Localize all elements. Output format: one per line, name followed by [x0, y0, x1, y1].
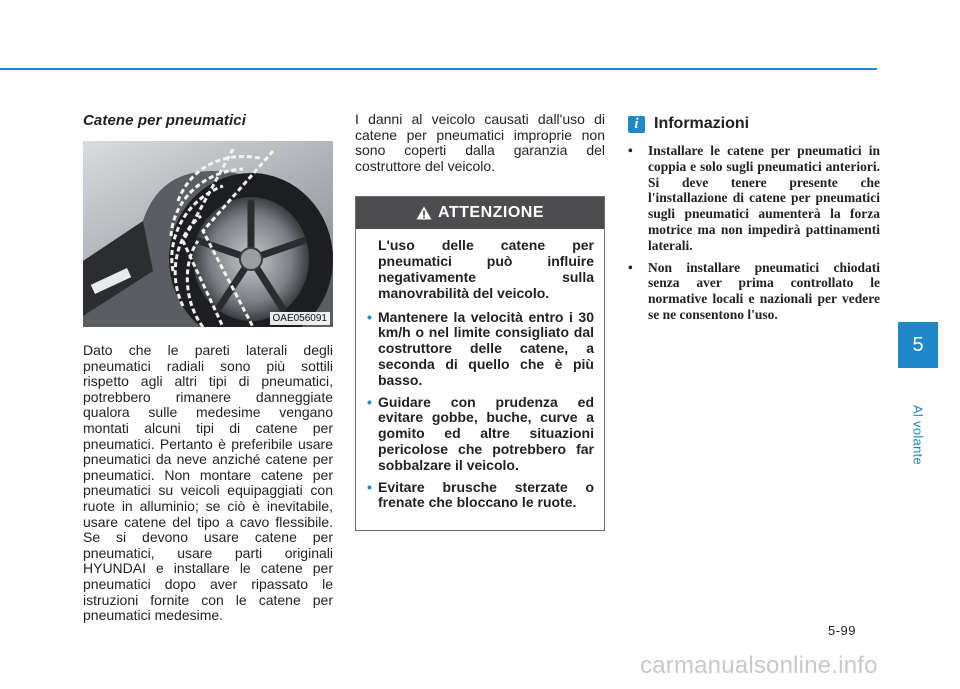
- warning-header: [356, 197, 604, 229]
- info-header: [628, 115, 880, 133]
- chapter-label: Al volante: [910, 404, 926, 466]
- paragraph-warranty: I danni al veicolo causati dall'uso di catene per pneumatici improprie non sono coperti dalla garanzia del costruttore del veicolo.: [355, 111, 605, 174]
- bullet-icon: •: [628, 143, 633, 158]
- bullet-icon: •: [367, 393, 372, 410]
- warning-body: [356, 229, 604, 530]
- warning-item: • Guidare con prudenza ed evitare gobbe, buche, curve a gomito ed altre situazioni pericolose che potrebbero far sobbalzare il veicolo.: [367, 393, 594, 473]
- paragraph-radial-tires: Dato che le pareti laterali degli pneumatici radiali sono più sottili rispetto agli altri tipi di pneumatici, potrebbero rimanere danneggiate qualora sulle medesime vengano montati alcuni tipi di catene per pneumatici. Pertanto è preferibile usare pneumatici da neve anziché catene per pneumatici. Non montare catene per pneumatici su veicoli equipaggiati con ruote in alluminio; se ciò è inevitabile, usare catene del tipo a cavo flessibile. Se si devono usare catene per pneumatici, usare parti originali HYUNDAI e installare le catene per pneumatici dopo aver ripassato le istruzioni fornite con le catene per pneumatici medesime.: [83, 342, 333, 624]
- tire-chain-photo: [83, 141, 333, 327]
- watermark: carmanualsonline.info: [640, 652, 878, 679]
- info-icon: i: [628, 116, 645, 133]
- column-right: [628, 115, 880, 329]
- section-title: Catene per pneumatici: [83, 112, 246, 129]
- bullet-icon: •: [628, 259, 633, 275]
- warning-triangle-icon: [416, 206, 432, 220]
- header-rule: [0, 68, 877, 70]
- column-middle: [355, 112, 605, 531]
- warning-title: ATTENZIONE: [437, 204, 545, 222]
- warning-item: • Evitare brusche sterzate o frenate che bloccano le ruote.: [367, 478, 594, 511]
- tire-chain-illustration: [83, 141, 333, 327]
- warning-list: [367, 308, 594, 512]
- page-number: 5-99: [828, 623, 857, 638]
- info-title: Informazioni: [654, 115, 750, 132]
- column-left: [83, 112, 333, 624]
- bullet-icon: •: [367, 478, 372, 495]
- bullet-icon: •: [367, 308, 372, 325]
- info-list: [628, 143, 880, 323]
- warning-box: [355, 196, 605, 531]
- photo-code: OAE056091: [270, 312, 331, 325]
- warning-item: • Mantenere la velocità entro i 30 km/h o nel limite consigliato dal costruttore delle catene, a seconda di quello che è più basso.: [367, 308, 594, 388]
- info-item: • Non installare pneumatici chiodati senza aver prima controllato le normative locali e nazionali per vedere se ne consentono l'uso.: [628, 259, 880, 322]
- info-item: • Installare le catene per pneumatici in coppia e solo sugli pneumatici anteriori. Si deve tenere presente che l'installazione di catene per pneumatici sugli pneumatici aumenterà la forza motrice ma non impedirà pattinamenti laterali.: [628, 143, 880, 253]
- chapter-number-tab: 5: [898, 322, 938, 368]
- warning-intro: L'uso delle catene per pneumatici può influire negativamente sulla manovrabilità del veicolo.: [378, 237, 594, 301]
